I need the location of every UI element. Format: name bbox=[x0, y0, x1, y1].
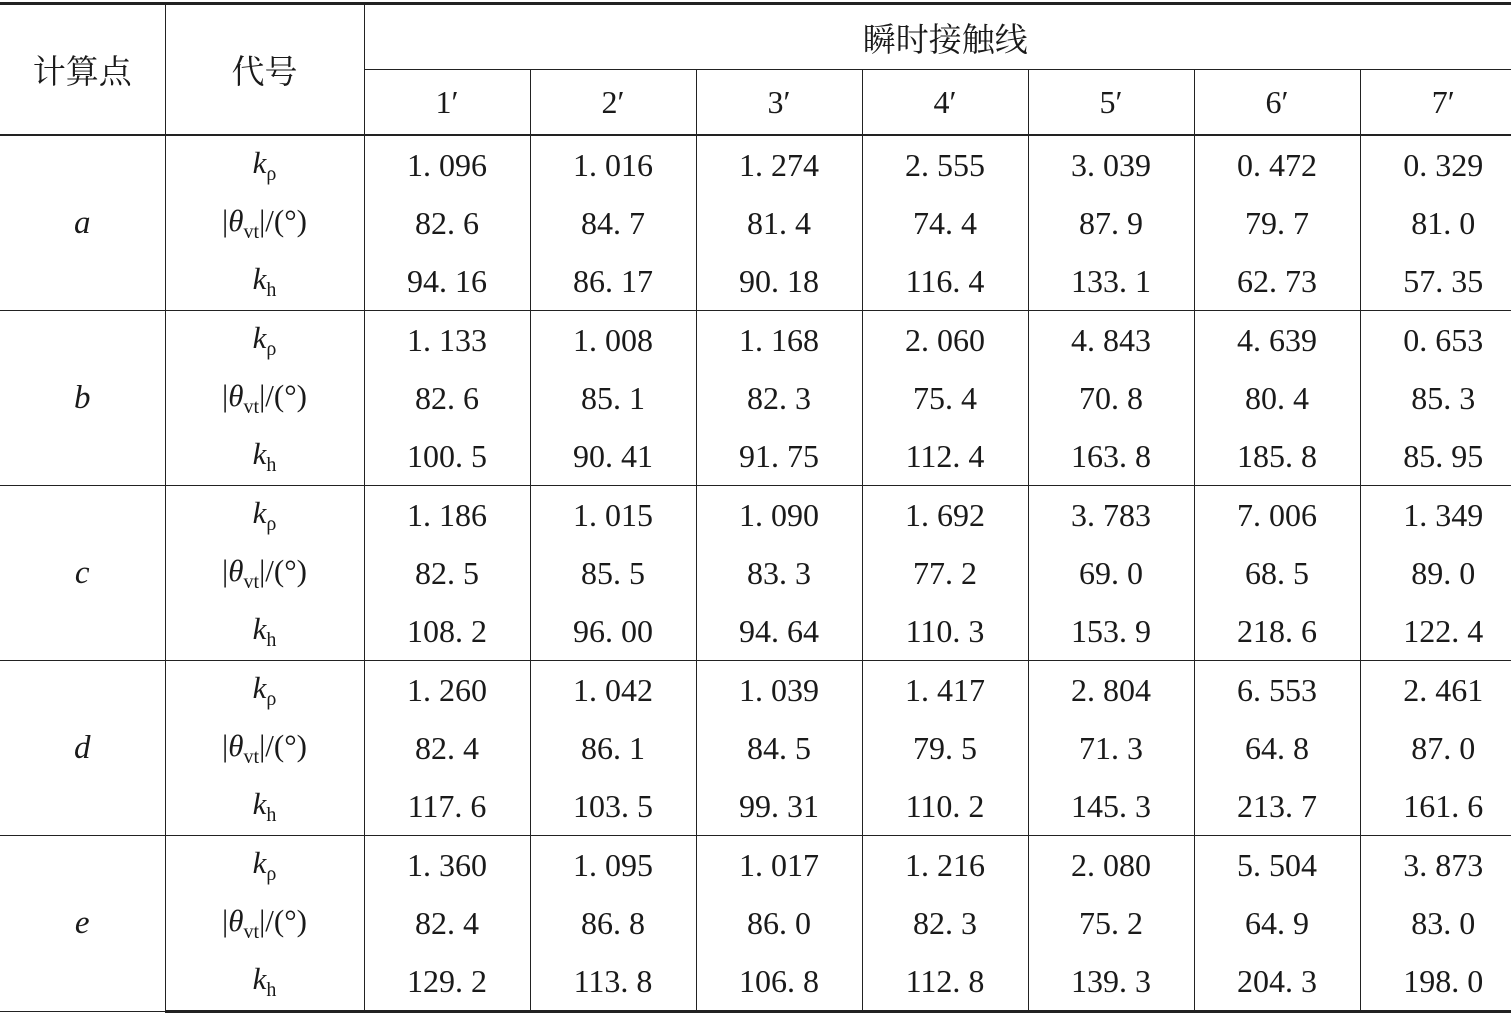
value-cell: 103. 5 bbox=[530, 777, 696, 836]
table-row bbox=[0, 602, 1511, 661]
symbol-sub: h bbox=[266, 278, 277, 301]
header-calc-point: 计算点 bbox=[0, 4, 165, 136]
table-row bbox=[0, 661, 1511, 720]
symbol-sub: vt bbox=[243, 745, 260, 768]
value-cell: 3. 039 bbox=[1028, 135, 1194, 194]
value-cell: 1. 095 bbox=[530, 836, 696, 895]
symbol-sub: vt bbox=[243, 920, 260, 943]
value-cell: 94. 64 bbox=[696, 602, 862, 661]
value-cell: 84. 5 bbox=[696, 719, 862, 777]
symbol-base: k bbox=[252, 669, 267, 705]
symbol-cell bbox=[165, 311, 364, 370]
abs-open: | bbox=[222, 902, 229, 938]
value-cell: 82. 4 bbox=[364, 894, 530, 952]
value-cell: 1. 349 bbox=[1360, 486, 1511, 545]
table-row bbox=[0, 135, 1511, 194]
value-cell: 7. 006 bbox=[1194, 486, 1360, 545]
value-cell: 1. 096 bbox=[364, 135, 530, 194]
value-cell: 99. 31 bbox=[696, 777, 862, 836]
value-cell: 69. 0 bbox=[1028, 544, 1194, 602]
symbol-base: k bbox=[252, 435, 267, 471]
table-row bbox=[0, 777, 1511, 836]
symbol-cell bbox=[165, 544, 364, 602]
symbol-sub: vt bbox=[243, 220, 260, 243]
value-cell: 2. 555 bbox=[862, 135, 1028, 194]
symbol-cell bbox=[165, 894, 364, 952]
value-cell: 198. 0 bbox=[1360, 952, 1511, 1012]
value-cell: 82. 6 bbox=[364, 369, 530, 427]
value-cell: 112. 8 bbox=[862, 952, 1028, 1012]
abs-open: | bbox=[222, 552, 229, 588]
symbol-sub: ρ bbox=[266, 862, 277, 885]
value-cell: 5. 504 bbox=[1194, 836, 1360, 895]
header-line-3: 3′ bbox=[696, 70, 862, 136]
symbol-sub: ρ bbox=[266, 162, 277, 185]
value-cell: 133. 1 bbox=[1028, 252, 1194, 311]
value-cell: 96. 00 bbox=[530, 602, 696, 661]
value-cell: 4. 639 bbox=[1194, 311, 1360, 370]
value-cell: 86. 0 bbox=[696, 894, 862, 952]
value-cell: 2. 461 bbox=[1360, 661, 1511, 720]
symbol-cell bbox=[165, 486, 364, 545]
value-cell: 0. 653 bbox=[1360, 311, 1511, 370]
value-cell: 79. 7 bbox=[1194, 194, 1360, 252]
header-code: 代号 bbox=[165, 4, 364, 136]
value-cell: 82. 3 bbox=[696, 369, 862, 427]
symbol-cell bbox=[165, 427, 364, 486]
symbol-cell bbox=[165, 719, 364, 777]
table-row bbox=[0, 252, 1511, 311]
header-line-4: 4′ bbox=[862, 70, 1028, 136]
value-cell: 153. 9 bbox=[1028, 602, 1194, 661]
value-cell: 75. 2 bbox=[1028, 894, 1194, 952]
value-cell: 90. 41 bbox=[530, 427, 696, 486]
value-cell: 185. 8 bbox=[1194, 427, 1360, 486]
symbol-sub: vt bbox=[243, 570, 260, 593]
value-cell: 82. 3 bbox=[862, 894, 1028, 952]
value-cell: 83. 0 bbox=[1360, 894, 1511, 952]
symbol-unit: |/(°) bbox=[259, 377, 307, 413]
header-contact-lines: 瞬时接触线 bbox=[364, 4, 1511, 70]
symbol-unit: |/(°) bbox=[259, 727, 307, 763]
header-line-7: 7′ bbox=[1360, 70, 1511, 136]
calc-point-label: d bbox=[0, 661, 165, 836]
value-cell: 85. 1 bbox=[530, 369, 696, 427]
symbol-cell bbox=[165, 602, 364, 661]
symbol-sub: h bbox=[266, 628, 277, 651]
value-cell: 161. 6 bbox=[1360, 777, 1511, 836]
value-cell: 82. 5 bbox=[364, 544, 530, 602]
value-cell: 1. 133 bbox=[364, 311, 530, 370]
symbol-base: k bbox=[252, 960, 267, 996]
value-cell: 77. 2 bbox=[862, 544, 1028, 602]
value-cell: 204. 3 bbox=[1194, 952, 1360, 1012]
data-table bbox=[0, 2, 1511, 1013]
symbol-cell bbox=[165, 777, 364, 836]
symbol-base: k bbox=[252, 319, 267, 355]
value-cell: 1. 360 bbox=[364, 836, 530, 895]
symbol-sub: h bbox=[266, 803, 277, 826]
value-cell: 68. 5 bbox=[1194, 544, 1360, 602]
value-cell: 139. 3 bbox=[1028, 952, 1194, 1012]
symbol-base: θ bbox=[228, 202, 244, 238]
value-cell: 110. 2 bbox=[862, 777, 1028, 836]
table-row bbox=[0, 194, 1511, 252]
symbol-cell bbox=[165, 252, 364, 311]
value-cell: 82. 6 bbox=[364, 194, 530, 252]
symbol-base: k bbox=[252, 610, 267, 646]
symbol-base: k bbox=[252, 785, 267, 821]
value-cell: 163. 8 bbox=[1028, 427, 1194, 486]
value-cell: 79. 5 bbox=[862, 719, 1028, 777]
value-cell: 122. 4 bbox=[1360, 602, 1511, 661]
value-cell: 86. 8 bbox=[530, 894, 696, 952]
value-cell: 86. 1 bbox=[530, 719, 696, 777]
symbol-base: k bbox=[252, 144, 267, 180]
table-row bbox=[0, 311, 1511, 370]
symbol-sub: ρ bbox=[266, 337, 277, 360]
symbol-base: θ bbox=[228, 377, 244, 413]
symbol-cell bbox=[165, 369, 364, 427]
value-cell: 0. 472 bbox=[1194, 135, 1360, 194]
table-row bbox=[0, 544, 1511, 602]
value-cell: 1. 015 bbox=[530, 486, 696, 545]
value-cell: 1. 016 bbox=[530, 135, 696, 194]
table-row bbox=[0, 719, 1511, 777]
symbol-sub: h bbox=[266, 453, 277, 476]
value-cell: 1. 417 bbox=[862, 661, 1028, 720]
value-cell: 87. 9 bbox=[1028, 194, 1194, 252]
value-cell: 1. 274 bbox=[696, 135, 862, 194]
abs-open: | bbox=[222, 377, 229, 413]
symbol-unit: |/(°) bbox=[259, 202, 307, 238]
calc-point-label: b bbox=[0, 311, 165, 486]
value-cell: 64. 9 bbox=[1194, 894, 1360, 952]
value-cell: 85. 95 bbox=[1360, 427, 1511, 486]
symbol-base: k bbox=[252, 844, 267, 880]
value-cell: 1. 186 bbox=[364, 486, 530, 545]
value-cell: 113. 8 bbox=[530, 952, 696, 1012]
table-row bbox=[0, 486, 1511, 545]
value-cell: 1. 260 bbox=[364, 661, 530, 720]
header-line-1: 1′ bbox=[364, 70, 530, 136]
value-cell: 213. 7 bbox=[1194, 777, 1360, 836]
table-row bbox=[0, 952, 1511, 1012]
value-cell: 2. 804 bbox=[1028, 661, 1194, 720]
value-cell: 4. 843 bbox=[1028, 311, 1194, 370]
symbol-base: θ bbox=[228, 902, 244, 938]
value-cell: 86. 17 bbox=[530, 252, 696, 311]
value-cell: 81. 4 bbox=[696, 194, 862, 252]
symbol-cell bbox=[165, 135, 364, 194]
table-header bbox=[0, 4, 1511, 136]
value-cell: 112. 4 bbox=[862, 427, 1028, 486]
value-cell: 91. 75 bbox=[696, 427, 862, 486]
calc-point-label: a bbox=[0, 135, 165, 311]
symbol-cell bbox=[165, 836, 364, 895]
value-cell: 100. 5 bbox=[364, 427, 530, 486]
value-cell: 218. 6 bbox=[1194, 602, 1360, 661]
value-cell: 1. 039 bbox=[696, 661, 862, 720]
value-cell: 89. 0 bbox=[1360, 544, 1511, 602]
symbol-cell bbox=[165, 661, 364, 720]
value-cell: 2. 060 bbox=[862, 311, 1028, 370]
table-row bbox=[0, 836, 1511, 895]
value-cell: 108. 2 bbox=[364, 602, 530, 661]
symbol-base: k bbox=[252, 494, 267, 530]
symbol-sub: h bbox=[266, 978, 277, 1001]
symbol-sub: ρ bbox=[266, 687, 277, 710]
value-cell: 0. 329 bbox=[1360, 135, 1511, 194]
value-cell: 116. 4 bbox=[862, 252, 1028, 311]
value-cell: 75. 4 bbox=[862, 369, 1028, 427]
value-cell: 1. 692 bbox=[862, 486, 1028, 545]
value-cell: 70. 8 bbox=[1028, 369, 1194, 427]
value-cell: 85. 3 bbox=[1360, 369, 1511, 427]
symbol-unit: |/(°) bbox=[259, 552, 307, 588]
value-cell: 81. 0 bbox=[1360, 194, 1511, 252]
value-cell: 6. 553 bbox=[1194, 661, 1360, 720]
abs-open: | bbox=[222, 727, 229, 763]
value-cell: 1. 008 bbox=[530, 311, 696, 370]
value-cell: 145. 3 bbox=[1028, 777, 1194, 836]
value-cell: 3. 783 bbox=[1028, 486, 1194, 545]
table-row bbox=[0, 427, 1511, 486]
value-cell: 2. 080 bbox=[1028, 836, 1194, 895]
symbol-base: k bbox=[252, 260, 267, 296]
value-cell: 1. 216 bbox=[862, 836, 1028, 895]
symbol-base: θ bbox=[228, 727, 244, 763]
abs-open: | bbox=[222, 202, 229, 238]
value-cell: 129. 2 bbox=[364, 952, 530, 1012]
value-cell: 117. 6 bbox=[364, 777, 530, 836]
value-cell: 74. 4 bbox=[862, 194, 1028, 252]
value-cell: 71. 3 bbox=[1028, 719, 1194, 777]
symbol-unit: |/(°) bbox=[259, 902, 307, 938]
header-line-6: 6′ bbox=[1194, 70, 1360, 136]
value-cell: 94. 16 bbox=[364, 252, 530, 311]
symbol-sub: ρ bbox=[266, 512, 277, 535]
value-cell: 84. 7 bbox=[530, 194, 696, 252]
value-cell: 83. 3 bbox=[696, 544, 862, 602]
header-line-2: 2′ bbox=[530, 70, 696, 136]
value-cell: 110. 3 bbox=[862, 602, 1028, 661]
table-body bbox=[0, 135, 1511, 1012]
calc-point-label: e bbox=[0, 836, 165, 1012]
value-cell: 90. 18 bbox=[696, 252, 862, 311]
value-cell: 80. 4 bbox=[1194, 369, 1360, 427]
value-cell: 106. 8 bbox=[696, 952, 862, 1012]
symbol-cell bbox=[165, 952, 364, 1012]
value-cell: 1. 042 bbox=[530, 661, 696, 720]
symbol-sub: vt bbox=[243, 395, 260, 418]
value-cell: 82. 4 bbox=[364, 719, 530, 777]
symbol-base: θ bbox=[228, 552, 244, 588]
header-line-5: 5′ bbox=[1028, 70, 1194, 136]
value-cell: 3. 873 bbox=[1360, 836, 1511, 895]
value-cell: 57. 35 bbox=[1360, 252, 1511, 311]
value-cell: 1. 017 bbox=[696, 836, 862, 895]
table-row bbox=[0, 369, 1511, 427]
value-cell: 1. 090 bbox=[696, 486, 862, 545]
value-cell: 85. 5 bbox=[530, 544, 696, 602]
table-row bbox=[0, 894, 1511, 952]
value-cell: 62. 73 bbox=[1194, 252, 1360, 311]
value-cell: 87. 0 bbox=[1360, 719, 1511, 777]
value-cell: 64. 8 bbox=[1194, 719, 1360, 777]
symbol-cell bbox=[165, 194, 364, 252]
value-cell: 1. 168 bbox=[696, 311, 862, 370]
calc-point-label: c bbox=[0, 486, 165, 661]
